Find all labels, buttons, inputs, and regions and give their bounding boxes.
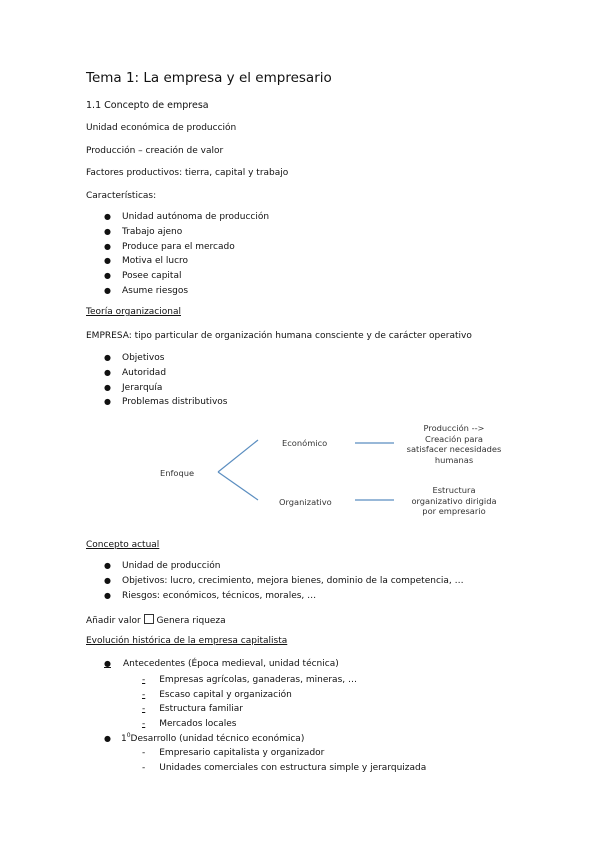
list-item: ● Posee capital <box>104 269 269 284</box>
arrow-icon <box>144 614 154 624</box>
empresa-definition: EMPRESA: tipo particular de organización humana consciente y de carácter operativo <box>86 331 472 341</box>
concepto-heading: Concepto actual <box>86 540 160 550</box>
connector-economico <box>218 440 258 472</box>
list-item: ● Unidad autónoma de producción <box>104 210 269 225</box>
bullet-icon: ● <box>104 285 111 295</box>
list-item: ● Jerarquía <box>104 381 227 396</box>
bullet-icon: ● <box>104 575 111 585</box>
line-unidad-economica: Unidad económica de producción <box>86 123 237 133</box>
list-item: - Empresario capitalista y organizador <box>142 748 325 758</box>
dash-marker: - <box>142 718 146 729</box>
teoria-heading: Teoría organizacional <box>86 307 181 317</box>
dash-marker: - <box>142 748 146 758</box>
diagram-economico-detail: Producción --> Creación para satisfacer necesidades humanas <box>406 423 502 465</box>
anadir-valor-line: Añadir valor Genera riqueza <box>86 616 226 626</box>
dash-marker: - <box>142 675 146 685</box>
line-produccion: Producción – creación de valor <box>86 146 224 156</box>
list-item: ● Asume riesgos <box>104 284 269 299</box>
line-factores: Factores productivos: tierra, capital y trabajo <box>86 168 289 178</box>
section-heading: 1.1 Concepto de empresa <box>86 100 209 111</box>
list-item: ● Problemas distributivos <box>104 395 227 410</box>
list-item: - Escaso capital y organización <box>142 689 292 700</box>
dash-marker: - <box>142 704 146 715</box>
bullet-icon: ● <box>104 212 111 221</box>
bullet-icon: ● <box>104 659 111 668</box>
bullet-icon: ● <box>104 397 111 407</box>
line-caracteristicas: Características: <box>86 191 157 201</box>
list-item: ● Trabajo ajeno <box>104 225 269 240</box>
bullet-icon: ● <box>104 226 111 236</box>
list-item: - Empresas agrícolas, ganaderas, mineras, … <box>142 675 357 685</box>
bullet-icon: ● <box>104 382 111 392</box>
list-item: ● Objetivos: lucro, crecimiento, mejora bienes, dominio de la competencia, … <box>104 574 464 589</box>
antecedentes-list <box>142 673 357 731</box>
bullet-icon: ● <box>104 353 111 362</box>
list-item: - Unidades comerciales con estructura simple y jerarquizada <box>142 762 427 773</box>
bullet-icon: ● <box>104 241 111 251</box>
bullet-icon: ● <box>104 367 111 377</box>
bullet-icon: ● <box>104 590 111 600</box>
bullet-icon: ● <box>104 256 111 266</box>
diagram-branch-organizativo: Organizativo <box>279 497 332 507</box>
desarrollo-item: ● $1^0Desarrollo$ (unidad técnico económica) <box>104 732 305 744</box>
list-item: - Estructura familiar <box>142 704 243 715</box>
bullet-icon: ● <box>104 561 111 570</box>
list-item: - Mercados locales <box>142 718 237 729</box>
diagram-root: Enfoque <box>160 468 195 478</box>
antecedentes-item: ● Antecedentes (Época medieval, unidad técnica) <box>104 659 339 669</box>
dash-marker: - <box>142 762 146 773</box>
page-title: Tema 1: La empresa y el empresario <box>86 70 332 86</box>
diagram-branch-economico: Económico <box>282 438 328 448</box>
list-item: ● Produce para el mercado <box>104 240 269 255</box>
list-item: ● Motiva el lucro <box>104 254 269 269</box>
diagram-organizativo-detail: Estructura organizativo dirigida por empresario <box>411 485 497 516</box>
bullet-icon: ● <box>104 271 111 281</box>
list-item: ● Autoridad <box>104 366 227 381</box>
dash-marker: - <box>142 689 146 700</box>
desarrollo-list <box>142 746 426 775</box>
bullet-icon: ● <box>104 734 111 743</box>
connector-organizativo <box>218 472 258 500</box>
list-item: ● Objetivos <box>104 351 227 366</box>
evolucion-heading: Evolución histórica de la empresa capitalista <box>86 636 288 646</box>
concepto-list <box>104 559 464 603</box>
list-item: ● Unidad de producción <box>104 559 464 574</box>
list-item: ● Riesgos: económicos, técnicos, morales, … <box>104 589 464 604</box>
